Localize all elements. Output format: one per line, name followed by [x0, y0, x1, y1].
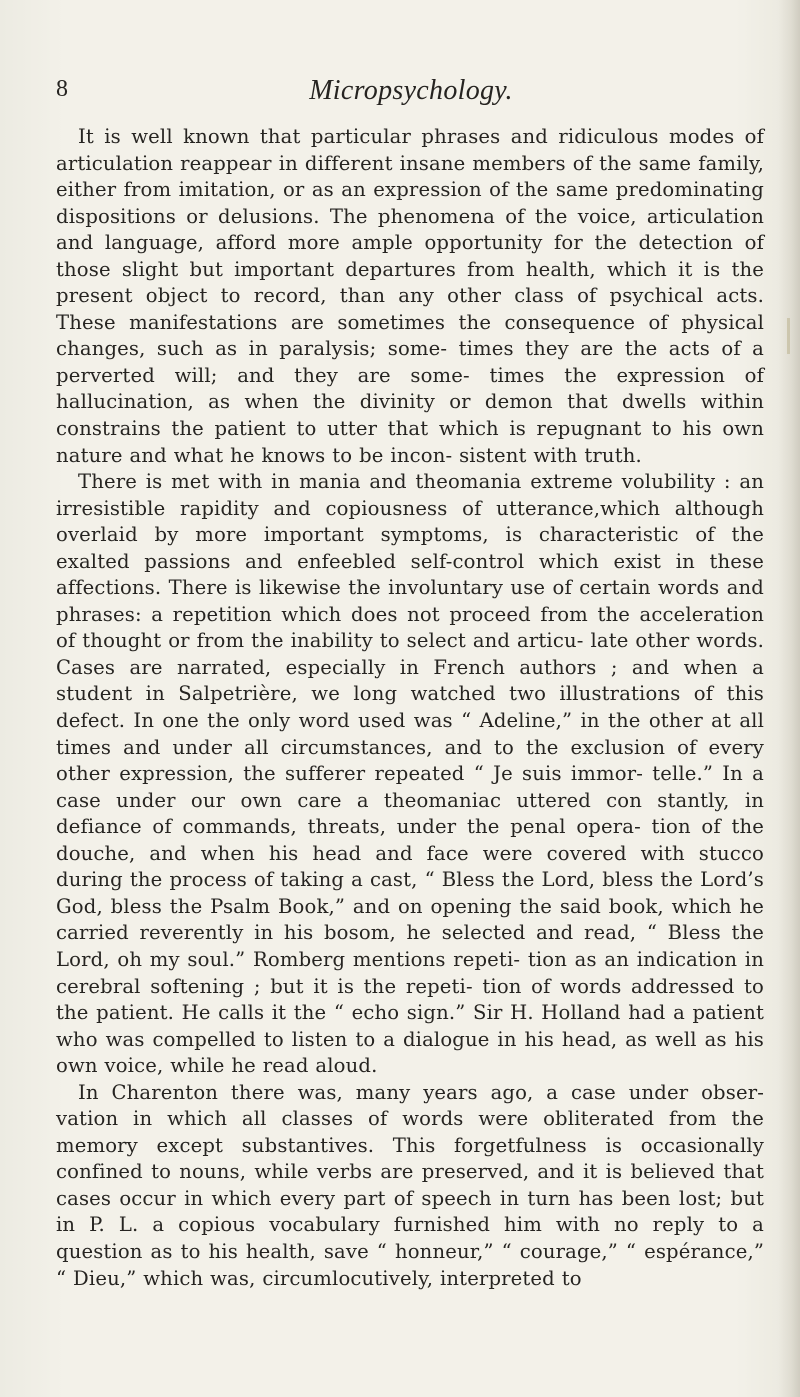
page-number: 8 [56, 76, 68, 102]
running-title: Micropsychology. [309, 75, 513, 106]
paragraph-3: In Charenton there was, many years ago, a case under obser- vation in which all classes of words were obliterated from the memory except substantives. This forgetfulness is occasionally confined to nouns, while verbs are preserved, and it is believed that cases occur in which every part of speech in turn has been lost; but in P. L. a copious vocabulary furnished him with no reply to a question as to his health, save “ honneur,” “ courage,” “ espérance,” “ Dieu,” which was, circumlocutively, interpreted to [56, 1080, 764, 1290]
paragraph-2: There is met with in mania and theomania extreme volubility : an irresistible rapidity and copiousness of utterance,which although overlaid by more important symptoms, is characteristic of the exalted passions and enfeebled self-control which exist in these affections. There is likewise the involuntary use of certain words and phrases: a repetition which does not proceed from the acceleration of thought or from the inability to select and articu- late other words. Cases are narrated, especially in French authors ; and when a student in Salpetrière, we long watched two illustrations of this defect. In one the only word used was “ Adeline,” in the other at all times and under all circumstances, and to the exclusion of every other expression, the sufferer repeated “ Je suis immor- telle.” In a case under our own care a theomaniac uttered con stantly, in defiance of commands, threats, under the penal opera- tion of the douche, and when his head and face were covered with stucco during the process of taking a cast, “ Bless the Lord, bless the Lord’s God, bless the Psalm Book,” and on opening the said book, which he carried reverently in his bosom, he selected and read, “ Bless the Lord, oh my soul.” Romberg mentions repeti- tion as an indication in cerebral softening ; but it is the repeti- tion of words addressed to the patient. He calls it the “ echo sign.” Sir H. Holland had a patient who was compelled to listen to a dialogue in his head, as well as his own voice, while he read aloud. [56, 470, 764, 1078]
paragraph-1: It is well known that particular phrases and ridiculous modes of articulation reappear in different insane members of the same family, either from imitation, or as an expression of the same predominating dispositions or delusions. The phenomena of the voice, articulation and language, afford more ample opportunity for the detection of those slight but important departures from health, which it is the present object to record, than any other class of psychical acts. These manifestations are sometimes the consequence of physical changes, such as in paralysis; some- times they are the acts of a perverted will; and they are some- times the expression of hallucination, as when the divinity or demon that dwells within constrains the patient to utter that which is repugnant to his own nature and what he knows to be incon- sistent with truth. [56, 125, 764, 467]
page-edge-shadow [778, 0, 800, 1397]
body-text [56, 124, 764, 1292]
page-header [56, 76, 766, 120]
margin-stain [787, 318, 790, 354]
